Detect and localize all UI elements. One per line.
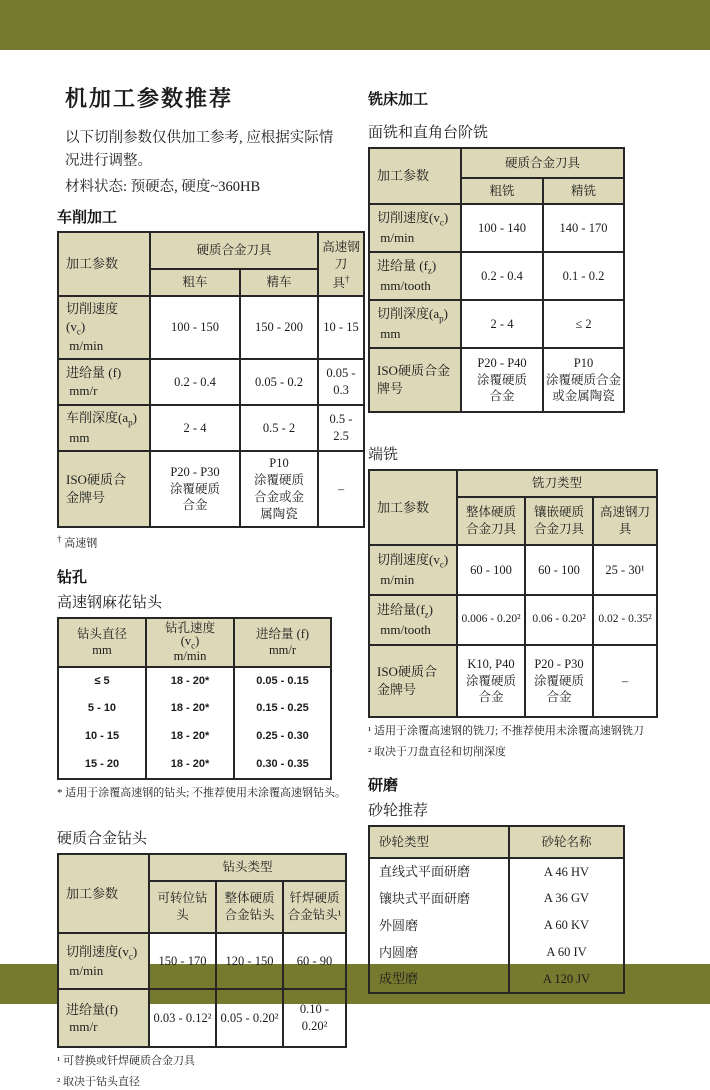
label-cell: 切削速度 $(v_c)$ m/min	[58, 296, 150, 359]
value-cell: 直线式平面研磨	[369, 858, 509, 885]
header-cell: 粗铣	[461, 178, 543, 204]
header-cell: 高速钢刀 具†	[318, 232, 364, 296]
value-cell: K10, P40 涂覆硬质 合金	[457, 645, 525, 717]
label-cell: ISO硬质合金 牌号	[369, 348, 461, 412]
face-milling-table	[368, 147, 625, 413]
end-milling-footnote-1: ¹ 适用于涂覆高速钢的铣刀; 不推荐使用未涂覆高速钢铣刀	[368, 725, 644, 737]
label-cell: 切削深度$(a_p)$ mm	[369, 300, 461, 348]
grinding-section-heading: 研磨	[368, 777, 399, 794]
value-cell: 60 - 90	[283, 933, 346, 989]
value-cell: 10 - 15	[318, 296, 364, 359]
label-cell: 车削深度$(a_p)$ mm	[58, 405, 150, 451]
carbide-drills-subheading: 硬质合金钻头	[57, 831, 148, 848]
value-cell: –	[318, 451, 364, 527]
value-cell: A 60 IV	[509, 939, 624, 966]
header-cell: 精车	[240, 269, 318, 297]
turning-section-heading: 车削加工	[57, 209, 118, 227]
carbide-drills-footnote-2: ² 取决于钻头直径	[57, 1075, 141, 1088]
value-cell: 0.006 - 0.20²	[457, 595, 525, 645]
label-cell: 进给量(f) mm/r	[58, 989, 149, 1047]
value-cell: 18 - 20*	[146, 695, 234, 723]
header-cell: 铣刀类型	[457, 470, 657, 497]
header-cell: 钻头直径 mm	[58, 618, 146, 667]
label-cell: 进给量 (f) mm/r	[58, 359, 150, 405]
grinding-subheading: 砂轮推荐	[368, 803, 429, 819]
header-cell: 加工参数	[369, 148, 461, 204]
value-cell: 外圆磨	[369, 912, 509, 939]
value-cell: P20 - P30 涂覆硬质 合金	[525, 645, 593, 717]
value-cell: 2 - 4	[461, 300, 543, 348]
label-cell: ISO硬质合 金牌号	[369, 645, 457, 717]
turning-table	[57, 231, 365, 528]
value-cell: 100 - 140	[461, 204, 543, 252]
value-cell: 0.2 - 0.4	[150, 359, 240, 405]
value-cell: 0.5 - 2.5	[318, 405, 364, 451]
milling-section-heading: 铣床加工	[368, 91, 429, 108]
value-cell: 150 - 170	[149, 933, 216, 989]
value-cell: A 120 JV	[509, 966, 624, 993]
value-cell: 0.25 - 0.30	[234, 723, 331, 751]
header-cell: 进给量 (f) mm/r	[234, 618, 331, 667]
left-column	[57, 50, 363, 1090]
value-cell: 5 - 10	[58, 695, 146, 723]
drilling-section-heading: 钻孔	[57, 569, 88, 587]
value-cell: 15 - 20	[58, 751, 146, 779]
value-cell: 0.05 - 0.20²	[216, 989, 283, 1047]
value-cell: 0.03 - 0.12²	[149, 989, 216, 1047]
carbide-drills-footnote-1: ¹ 可替换或钎焊硬质合金刀具	[57, 1055, 196, 1068]
header-cell: 钻头类型	[149, 854, 346, 881]
header-cell: 加工参数	[58, 854, 149, 933]
label-cell: 进给量 $(f_z)$ mm/tooth	[369, 252, 461, 300]
value-cell: 0.10 - 0.20²	[283, 989, 346, 1047]
value-cell: P20 - P40 涂覆硬质 合金	[461, 348, 543, 412]
value-cell: 0.15 - 0.25	[234, 695, 331, 723]
drilling-subheading: 高速钢麻花钻头	[57, 595, 163, 612]
value-cell: ≤ 2	[543, 300, 624, 348]
right-column	[368, 50, 660, 994]
value-cell: 0.05 - 0.2	[240, 359, 318, 405]
value-cell: 25 - 30¹	[593, 545, 657, 595]
label-cell: 切削速度$(v_c)$ m/min	[369, 545, 457, 595]
label-cell: 切削速度$(v_c)$ m/min	[369, 204, 461, 252]
header-cell: 钻孔速度 $(v_c)$ m/min	[146, 618, 234, 667]
end-milling-table	[368, 469, 658, 718]
value-cell: 0.05 - 0.15	[234, 667, 331, 695]
value-cell: 150 - 200	[240, 296, 318, 359]
header-cell: 砂轮类型	[369, 826, 509, 858]
header-cell: 精铣	[543, 178, 624, 204]
value-cell: P20 - P30 涂覆硬质 合金	[150, 451, 240, 527]
end-milling-footnote-2: ² 取决于刀盘直径和切削深度	[368, 745, 507, 758]
header-cell: 钎焊硬质 合金钻头¹	[283, 881, 346, 933]
value-cell: 0.5 - 2	[240, 405, 318, 451]
value-cell: 0.1 - 0.2	[543, 252, 624, 300]
page-title: 机加工参数推荐	[65, 86, 234, 111]
header-cell: 硬质合金刀具	[461, 148, 624, 178]
value-cell: 0.06 - 0.20²	[525, 595, 593, 645]
face-milling-subheading: 面铣和直角台阶铣	[368, 125, 489, 141]
value-cell: ≤ 5	[58, 667, 146, 695]
value-cell: 120 - 150	[216, 933, 283, 989]
value-cell: 140 - 170	[543, 204, 624, 252]
end-milling-subheading: 端铣	[368, 447, 399, 463]
value-cell: 2 - 4	[150, 405, 240, 451]
label-cell: 切削速度$(v_c)$ m/min	[58, 933, 149, 989]
header-cell: 可转位钻 头	[149, 881, 216, 933]
material-state-line: 材料状态: 预硬态, 硬度~360HB	[65, 179, 261, 196]
value-cell: 0.2 - 0.4	[461, 252, 543, 300]
top-olive-band	[0, 0, 710, 50]
value-cell: –	[593, 645, 657, 717]
value-cell: 18 - 20*	[146, 667, 234, 695]
header-cell: 加工参数	[369, 470, 457, 545]
value-cell: 18 - 20*	[146, 751, 234, 779]
header-cell: 硬质合金刀具	[150, 232, 318, 268]
value-cell: 镶块式平面研磨	[369, 885, 509, 912]
label-cell: ISO硬质合 金牌号	[58, 451, 150, 527]
header-cell: 整体硬质 合金钻头	[216, 881, 283, 933]
header-cell: 加工参数	[58, 232, 150, 296]
value-cell: 60 - 100	[525, 545, 593, 595]
header-cell: 整体硬质 合金刀具	[457, 497, 525, 545]
drilling-table	[57, 617, 332, 780]
label-cell: 进给量$(f_z)$ mm/tooth	[369, 595, 457, 645]
value-cell: 0.02 - 0.35²	[593, 595, 657, 645]
value-cell: 100 - 150	[150, 296, 240, 359]
turning-footnote: † 高速钢	[57, 533, 98, 550]
value-cell: 成型磨	[369, 966, 509, 993]
intro-paragraph: 以下切削参数仅供加工参考, 应根据实际情 况进行调整。	[65, 130, 334, 170]
header-cell: 粗车	[150, 269, 240, 297]
grinding-table	[368, 825, 625, 994]
value-cell: 10 - 15	[58, 723, 146, 751]
header-cell: 镶嵌硬质 合金刀具	[525, 497, 593, 545]
value-cell: P10 涂覆硬质 合金或金 属陶瓷	[240, 451, 318, 527]
value-cell: P10 涂覆硬质合金 或金属陶瓷	[543, 348, 624, 412]
header-cell: 砂轮名称	[509, 826, 624, 858]
value-cell: 60 - 100	[457, 545, 525, 595]
value-cell: A 46 HV	[509, 858, 624, 885]
header-cell: 高速钢刀 具	[593, 497, 657, 545]
value-cell: 0.30 - 0.35	[234, 751, 331, 779]
value-cell: 18 - 20*	[146, 723, 234, 751]
value-cell: A 60 KV	[509, 912, 624, 939]
value-cell: 内圆磨	[369, 939, 509, 966]
value-cell: A 36 GV	[509, 885, 624, 912]
value-cell: 0.05 - 0.3	[318, 359, 364, 405]
drilling-footnote: * 适用于涂覆高速钢的钻头; 不推荐使用未涂覆高速钢钻头。	[57, 786, 347, 799]
carbide-drills-table	[57, 853, 347, 1048]
